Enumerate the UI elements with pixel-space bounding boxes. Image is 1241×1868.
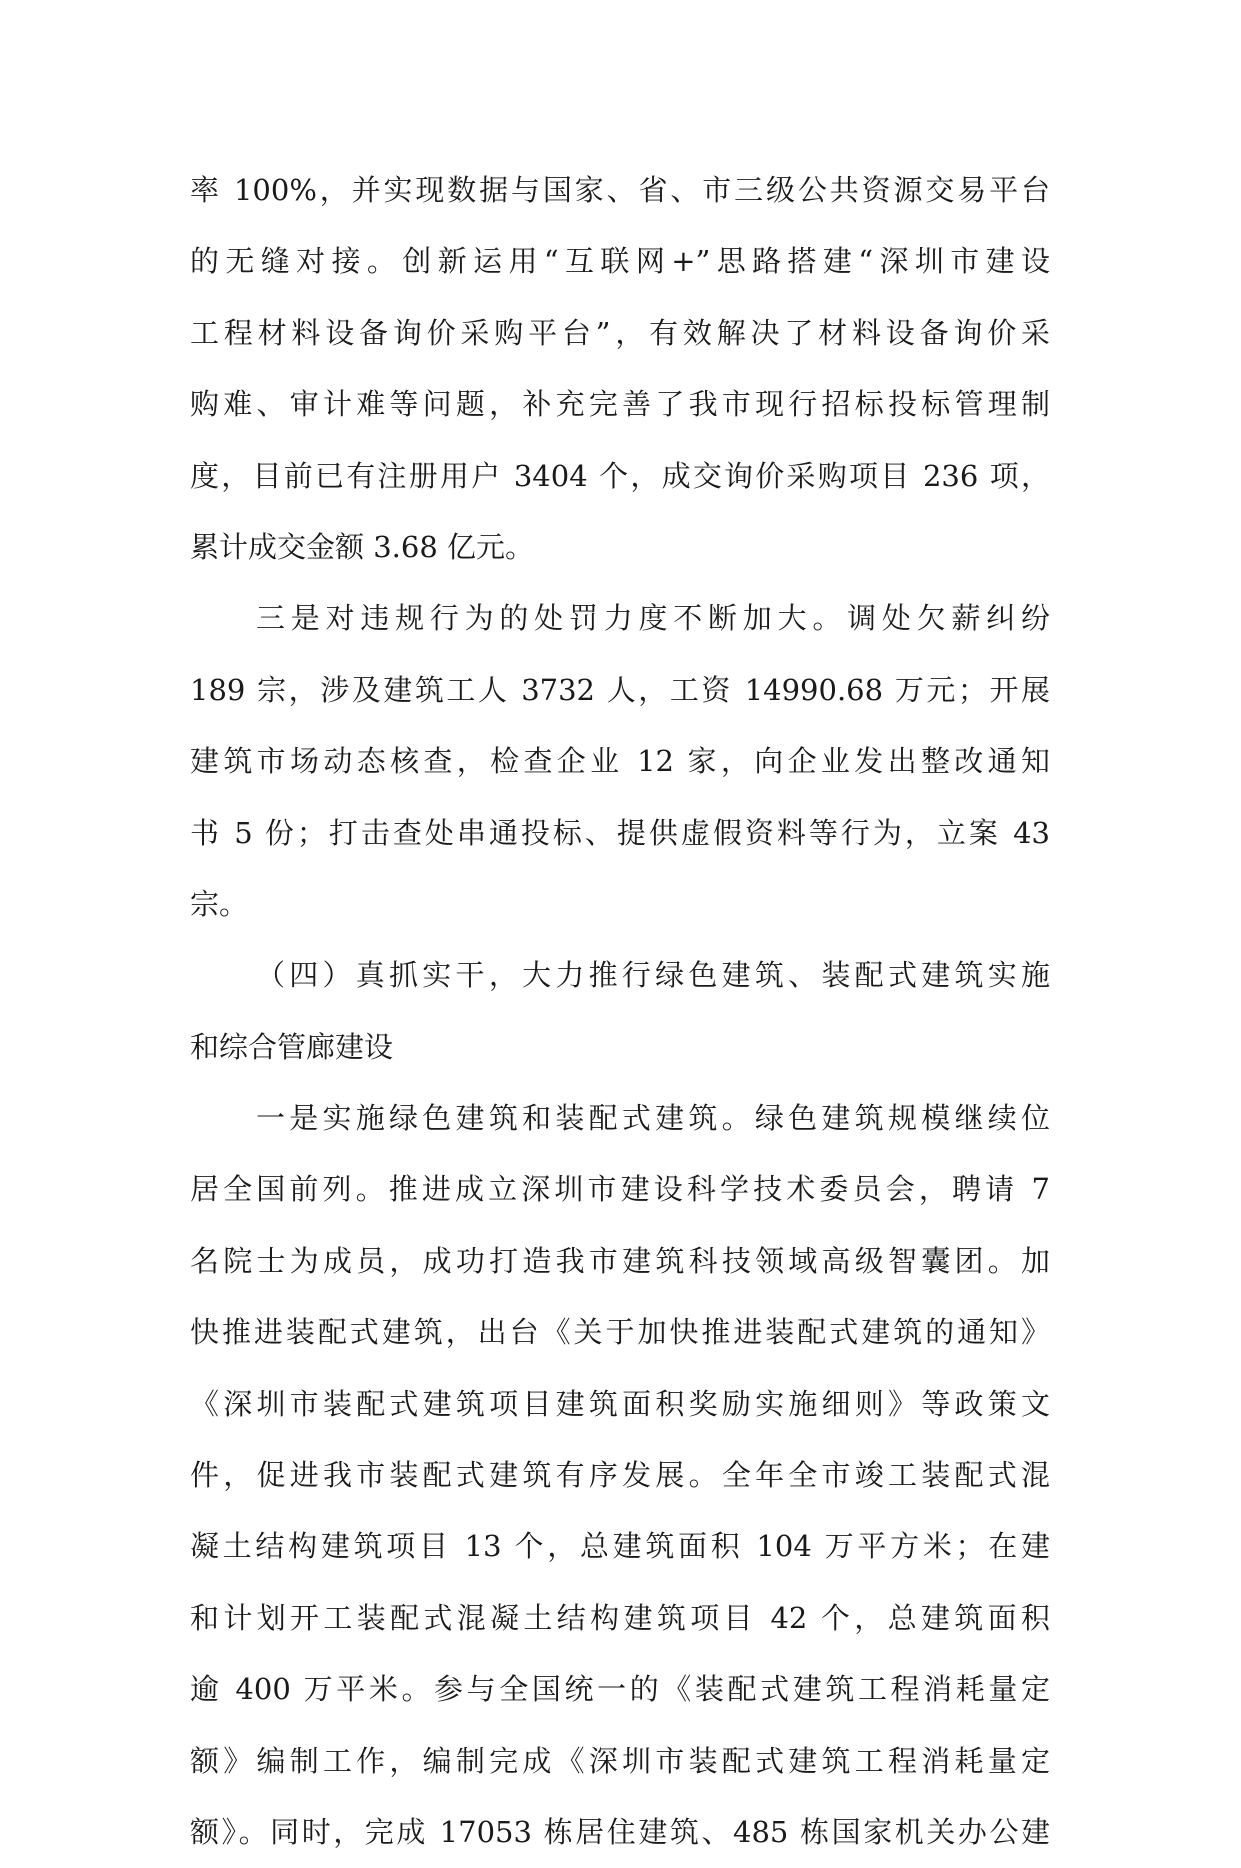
text-line: 的无缝对接。创新运用“互联网+”思路搭建“深圳市建设 [190, 244, 1050, 279]
text-line: 三是对违规行为的处罚力度不断加大。调处欠薪纠纷 [256, 601, 1050, 636]
text-line: 居全国前列。推进成立深圳市建设科学技术委员会，聘请 7 [190, 1172, 1050, 1207]
text-line: 率 100%，并实现数据与国家、省、市三级公共资源交易平台 [190, 173, 1050, 207]
heading-line: （四）真抓实干，大力推行绿色建筑、装配式建筑实施 [256, 958, 1050, 993]
paragraph-bidding-platform [190, 155, 1050, 583]
section-heading-four [190, 940, 1050, 1083]
heading-line: 和综合管廊建设 [190, 1029, 394, 1064]
text-line: 书 5 份；打击查处串通投标、提供虚假资料等行为，立案 43 [190, 815, 1050, 850]
paragraph-violation-penalties [190, 583, 1050, 940]
text-line: 件，促进我市装配式建筑有序发展。全年全市竣工装配式混 [190, 1458, 1050, 1493]
text-line: 一是实施绿色建筑和装配式建筑。绿色建筑规模继续位 [256, 1101, 1050, 1136]
text-line: 凝土结构建筑项目 13 个，总建筑面积 104 万平方米；在建 [190, 1529, 1050, 1564]
text-line: 宗。 [190, 886, 249, 921]
text-line: 和计划开工装配式混凝土结构建筑项目 42 个，总建筑面积 [190, 1600, 1050, 1635]
document-body [190, 155, 1050, 1868]
text-line: 逾 400 万平米。参与全国统一的《装配式建筑工程消耗量定 [190, 1672, 1050, 1707]
text-line: 快推进装配式建筑，出台《关于加快推进装配式建筑的通知》 [190, 1315, 1050, 1350]
text-line: 工程材料设备询价采购平台”，有效解决了材料设备询价采 [190, 315, 1050, 350]
text-line: 189 宗，涉及建筑工人 3732 人，工资 14990.68 万元；开展 [190, 672, 1050, 707]
text-line: 额》编制工作，编制完成《深圳市装配式建筑工程消耗量定 [190, 1743, 1050, 1778]
paragraph-green-building [190, 1083, 1050, 1868]
text-line: 《深圳市装配式建筑项目建筑面积奖励实施细则》等政策文 [190, 1386, 1050, 1421]
text-line: 购难、审计难等问题，补充完善了我市现行招标投标管理制 [190, 387, 1050, 422]
text-line: 累计成交金额 3.68 亿元。 [190, 529, 535, 564]
text-line: 名院士为成员，成功打造我市建筑科技领域高级智囊团。加 [190, 1243, 1050, 1278]
text-line: 度，目前已有注册用户 3404 个，成交询价采购项目 236 项， [190, 458, 1050, 493]
text-line: 额》。同时，完成 17053 栋居住建筑、485 栋国家机关办公建 [190, 1814, 1050, 1849]
text-line: 建筑市场动态核查，检查企业 12 家，向企业发出整改通知 [190, 744, 1050, 779]
